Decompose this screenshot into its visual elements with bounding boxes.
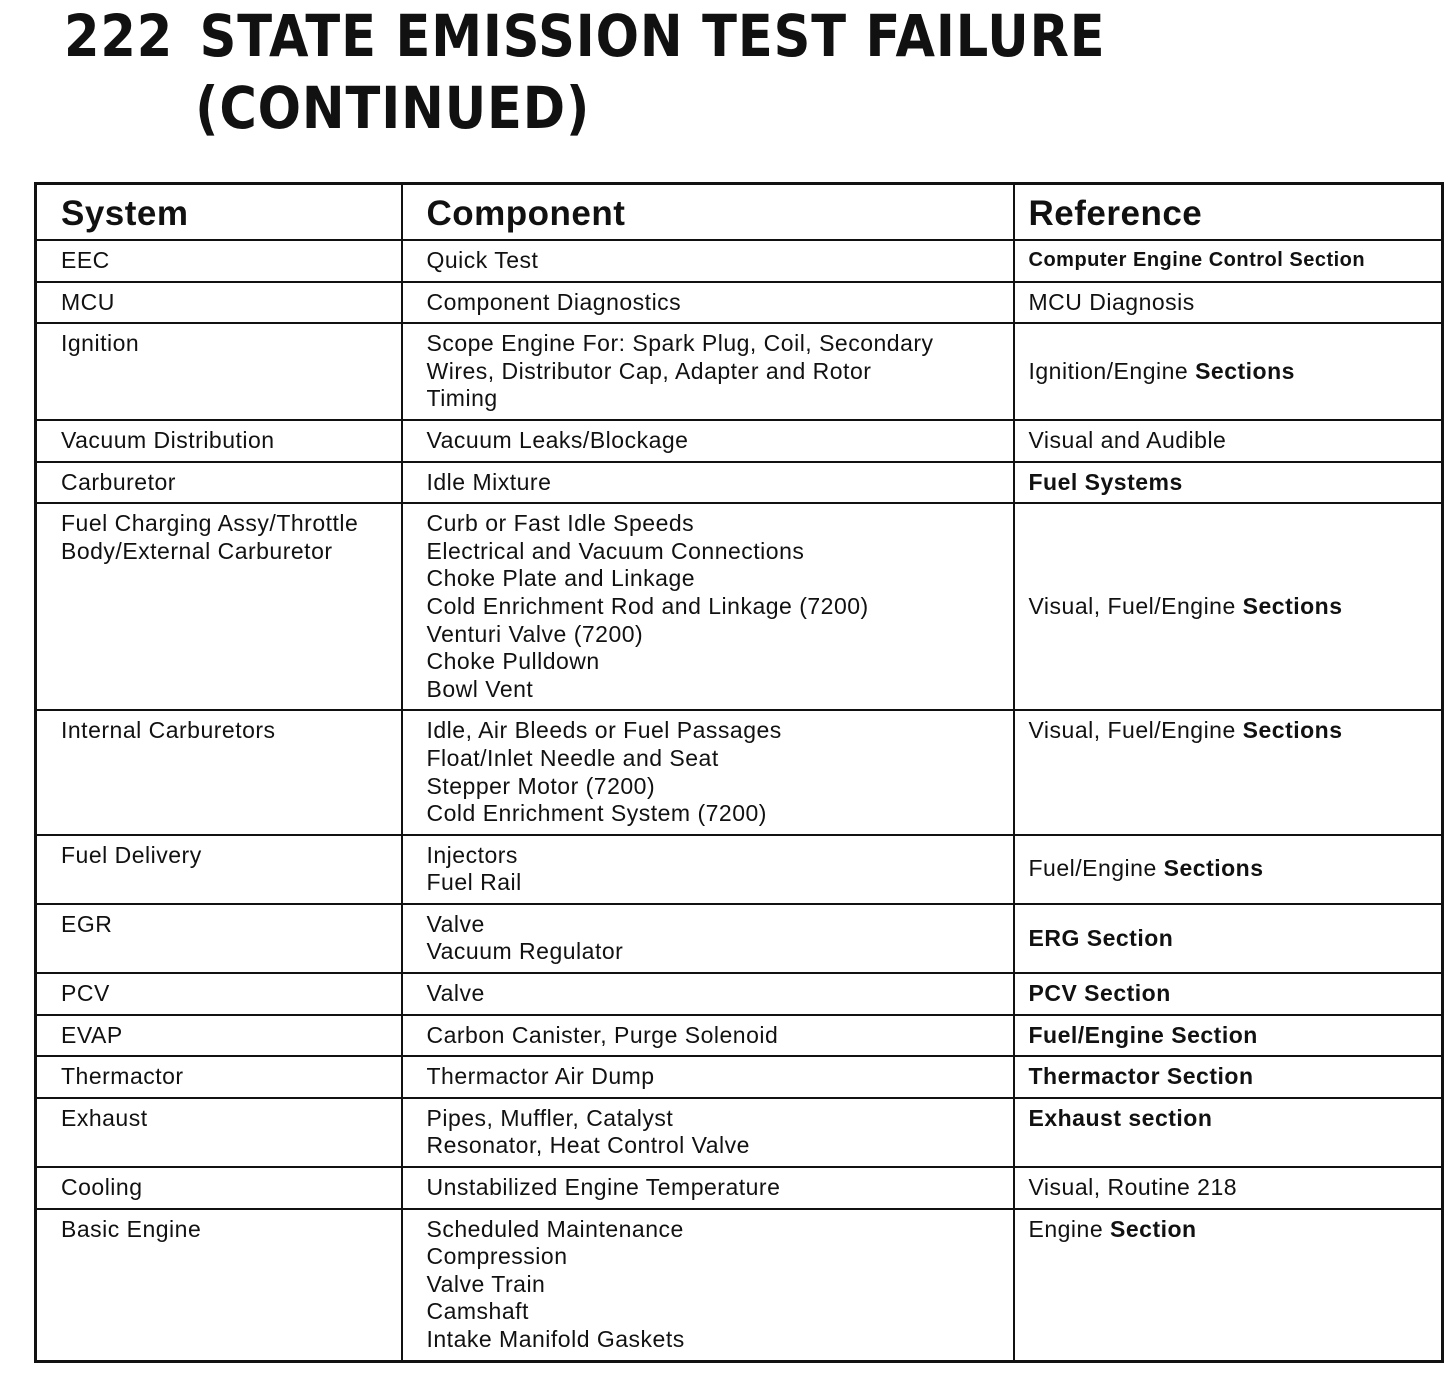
- component-item: Unstabilized Engine Temperature: [426, 1174, 781, 1201]
- reference-text: Visual and Audible: [1028, 426, 1227, 453]
- system-name: Thermactor: [61, 1063, 184, 1090]
- reference-text: Visual, Fuel/Engine: [1028, 592, 1236, 619]
- component-item: Choke Pulldown: [426, 648, 600, 675]
- reference-cell: [1014, 1015, 1443, 1057]
- table-row: [36, 1167, 1443, 1209]
- component-item: Scheduled Maintenance: [426, 1215, 684, 1242]
- component-item: Intake Manifold Gaskets: [426, 1326, 685, 1352]
- reference-bold-text: Thermactor Section: [1028, 1063, 1254, 1090]
- system-name: EGR: [61, 910, 113, 937]
- title-line-2: (CONTINUED): [195, 74, 591, 142]
- component-cell: [402, 710, 1014, 834]
- component-item: Quick Test: [426, 247, 539, 273]
- component-item: Float/Inlet Needle and Seat: [426, 744, 719, 771]
- component-item: Fuel Rail: [426, 869, 522, 896]
- component-cell: [402, 835, 1014, 904]
- component-item: Valve: [426, 910, 485, 937]
- table-row: [36, 1015, 1443, 1057]
- reference-text: Visual, Routine 218: [1028, 1174, 1238, 1201]
- component-item: Curb or Fast Idle Speeds: [426, 510, 695, 537]
- reference-cell: [1014, 420, 1443, 462]
- table-body: [36, 240, 1443, 1361]
- reference-cell: [1014, 323, 1443, 420]
- system-name: Vacuum Distribution: [61, 426, 275, 453]
- emission-reference-table: [34, 182, 1444, 1363]
- system-name: Cooling: [61, 1174, 143, 1201]
- system-cell: [36, 420, 402, 462]
- component-cell: [402, 904, 1014, 973]
- component-item: Carbon Canister, Purge Solenoid: [426, 1021, 779, 1048]
- component-item: Pipes, Muffler, Catalyst: [426, 1104, 674, 1131]
- system-cell: [36, 1056, 402, 1098]
- component-item: Wires, Distributor Cap, Adapter and Rotor: [426, 357, 872, 384]
- component-cell: [402, 420, 1014, 462]
- system-name: Exhaust: [61, 1104, 148, 1131]
- reference-cell: [1014, 282, 1443, 324]
- component-item: Electrical and Vacuum Connections: [426, 537, 805, 564]
- reference-text: Visual, Fuel/Engine: [1028, 717, 1236, 744]
- component-cell: [402, 240, 1014, 282]
- reference-bold-text: Exhaust section: [1028, 1104, 1213, 1131]
- page-title: [64, 0, 1106, 144]
- component-item: Injectors: [426, 841, 518, 868]
- table-row: [36, 1209, 1443, 1361]
- system-cell: [36, 1098, 402, 1167]
- reference-cell: [1014, 710, 1443, 834]
- reference-bold-text: ERG Section: [1028, 924, 1174, 951]
- component-cell: [402, 973, 1014, 1015]
- reference-bold-text: Computer Engine Control Section: [1028, 249, 1366, 271]
- table-row: [36, 420, 1443, 462]
- system-name: EEC: [61, 247, 110, 273]
- component-item: Vacuum Leaks/Blockage: [426, 426, 689, 453]
- reference-cell: [1014, 1056, 1443, 1098]
- system-cell: [36, 1015, 402, 1057]
- reference-cell: [1014, 904, 1443, 973]
- component-item: Camshaft: [426, 1298, 529, 1325]
- system-name: Fuel Delivery: [61, 841, 202, 868]
- reference-cell: [1014, 973, 1443, 1015]
- table-row: [36, 503, 1443, 710]
- reference-cell: [1014, 462, 1443, 504]
- reference-bold-text: Sections: [1195, 357, 1295, 384]
- component-item: Component Diagnostics: [426, 288, 682, 315]
- component-item: Venturi Valve (7200): [426, 620, 644, 647]
- component-item: Scope Engine For: Spark Plug, Coil, Secondary: [426, 330, 934, 357]
- reference-cell: [1014, 1098, 1443, 1167]
- header-system: System: [36, 184, 402, 241]
- reference-bold-text: Sections: [1242, 592, 1343, 619]
- system-name: PCV: [61, 980, 110, 1007]
- table-row: [36, 835, 1443, 904]
- reference-text: Engine: [1028, 1215, 1104, 1242]
- reference-bold-text: Sections: [1163, 855, 1264, 882]
- system-cell: [36, 282, 402, 324]
- component-cell: [402, 282, 1014, 324]
- component-item: Thermactor Air Dump: [426, 1063, 655, 1090]
- component-cell: [402, 1209, 1014, 1361]
- table-row: [36, 323, 1443, 420]
- component-item: Vacuum Regulator: [426, 938, 624, 965]
- component-cell: [402, 1015, 1014, 1057]
- system-name: Internal Carburetors: [61, 717, 276, 744]
- component-item: Stepper Motor (7200): [426, 772, 656, 799]
- system-cell: [36, 323, 402, 420]
- table-row: [36, 1098, 1443, 1167]
- component-item: Idle Mixture: [426, 468, 552, 495]
- table-row: [36, 973, 1443, 1015]
- component-cell: [402, 1056, 1014, 1098]
- reference-cell: [1014, 1167, 1443, 1209]
- system-name: MCU: [61, 288, 115, 315]
- table-row: [36, 240, 1443, 282]
- reference-cell: [1014, 503, 1443, 710]
- title-text: STATE EMISSION TEST FAILURE: [199, 2, 1106, 70]
- table-row: [36, 462, 1443, 504]
- system-cell: [36, 1167, 402, 1209]
- reference-bold-text: Fuel Systems: [1028, 468, 1183, 495]
- component-item: Choke Plate and Linkage: [426, 565, 696, 592]
- component-cell: [402, 503, 1014, 710]
- reference-cell: [1014, 1209, 1443, 1361]
- component-cell: [402, 323, 1014, 420]
- system-cell: [36, 462, 402, 504]
- table-row: [36, 282, 1443, 324]
- system-name: Fuel Charging Assy/Throttle: [61, 510, 359, 537]
- component-item: Cold Enrichment System (7200): [426, 800, 767, 827]
- reference-cell: [1014, 835, 1443, 904]
- component-item: Cold Enrichment Rod and Linkage (7200): [426, 592, 869, 619]
- system-cell: [36, 904, 402, 973]
- system-cell: [36, 710, 402, 834]
- reference-text: Fuel/Engine: [1028, 855, 1157, 882]
- header-reference: Reference: [1014, 184, 1443, 241]
- system-cell: [36, 1209, 402, 1361]
- reference-text: Ignition/Engine: [1028, 357, 1189, 384]
- component-cell: [402, 462, 1014, 504]
- system-name: Ignition: [61, 330, 140, 357]
- table-header-row: [36, 184, 1443, 241]
- system-name: Carburetor: [61, 468, 176, 495]
- system-name: Body/External Carburetor: [61, 537, 333, 564]
- system-name: Basic Engine: [61, 1215, 202, 1242]
- system-cell: [36, 973, 402, 1015]
- component-item: Idle, Air Bleeds or Fuel Passages: [426, 717, 782, 744]
- component-item: Timing: [426, 385, 498, 412]
- component-item: Valve: [426, 980, 485, 1007]
- reference-bold-text: Sections: [1242, 717, 1343, 744]
- reference-bold-text: PCV Section: [1028, 980, 1171, 1007]
- header-component: Component: [402, 184, 1014, 241]
- reference-cell: [1014, 240, 1443, 282]
- system-name: EVAP: [61, 1021, 123, 1048]
- reference-bold-text: Fuel/Engine Section: [1028, 1021, 1258, 1048]
- component-item: Bowl Vent: [426, 675, 534, 702]
- reference-text: MCU Diagnosis: [1028, 288, 1195, 315]
- table-row: [36, 904, 1443, 973]
- system-cell: [36, 503, 402, 710]
- title-line-1: [64, 0, 1106, 72]
- reference-bold-text: Section: [1110, 1215, 1197, 1242]
- component-item: Valve Train: [426, 1270, 546, 1297]
- table-row: [36, 710, 1443, 834]
- component-item: Resonator, Heat Control Valve: [426, 1132, 750, 1159]
- component-item: Compression: [426, 1243, 568, 1270]
- table-row: [36, 1056, 1443, 1098]
- system-cell: [36, 835, 402, 904]
- section-number: 222: [64, 2, 174, 70]
- system-cell: [36, 240, 402, 282]
- component-cell: [402, 1167, 1014, 1209]
- component-cell: [402, 1098, 1014, 1167]
